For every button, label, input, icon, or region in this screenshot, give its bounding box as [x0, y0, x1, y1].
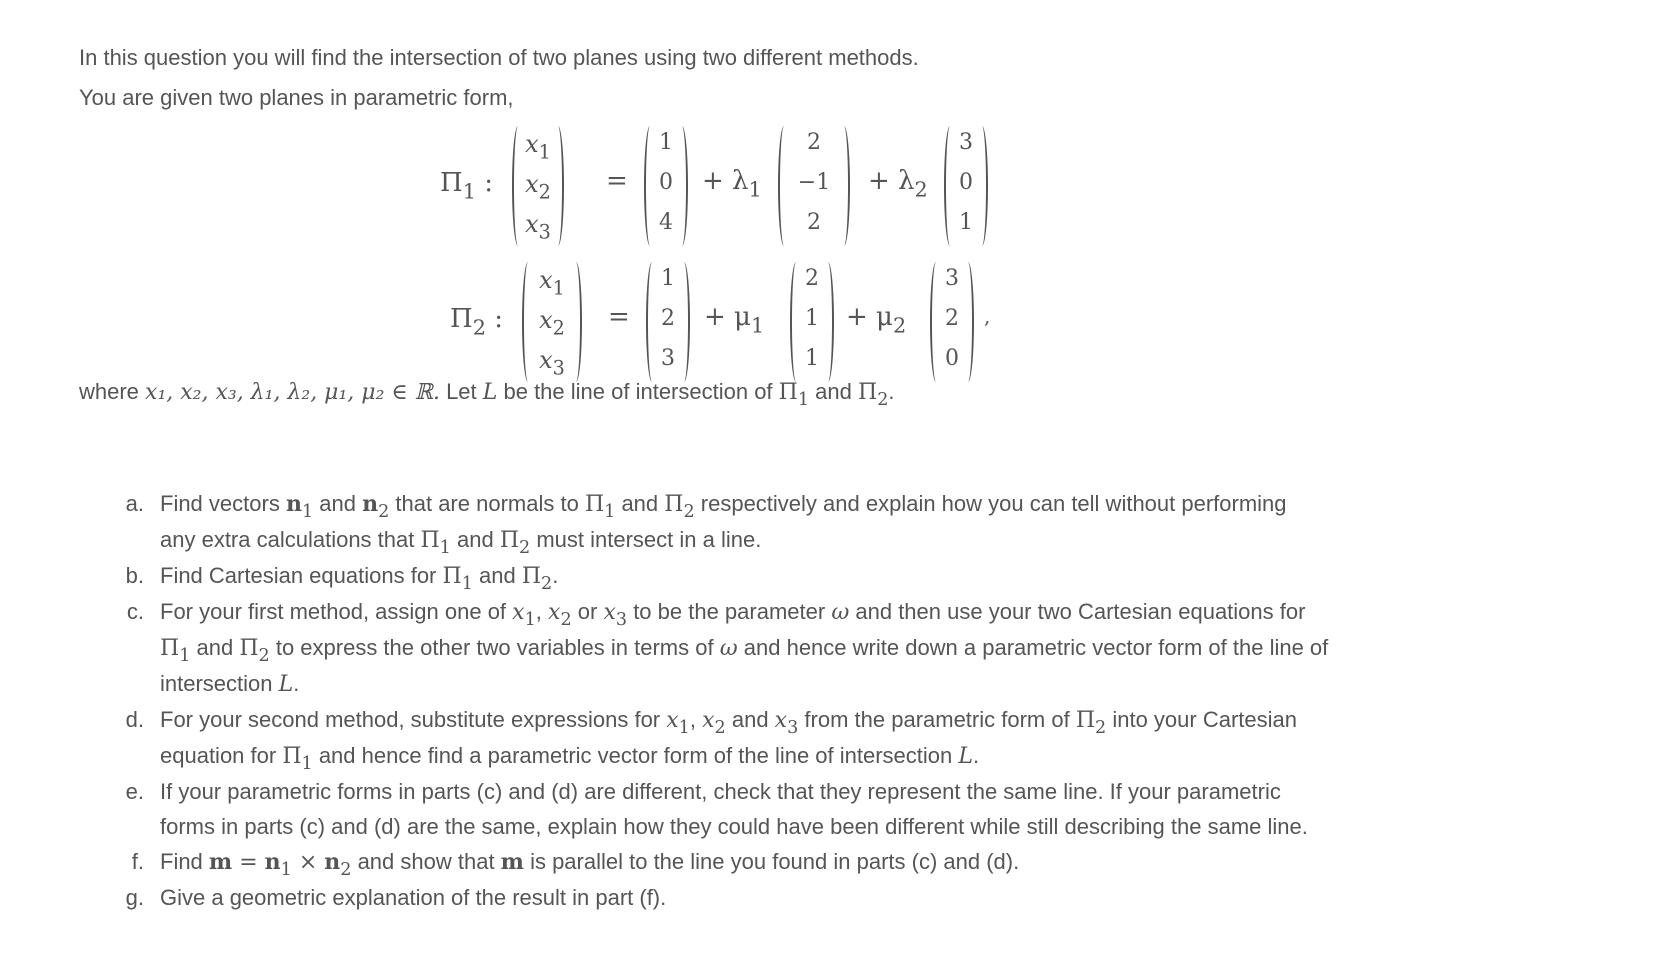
plane-1-point-vector: 1 0 4 — [644, 126, 688, 246]
plane-2-mu-2: + $\mu_2$ — [846, 302, 907, 338]
question-parts — [118, 486, 1328, 915]
plane-1-label: $\Pi_1$ : — [440, 168, 493, 204]
plane-2-point-vector: 1 2 3 — [646, 262, 690, 382]
part-g: g. Give a geometric explanation of the result in part (f). — [125, 885, 667, 910]
plane-1-lambda-2: + $\lambda_2$ — [868, 166, 928, 202]
plane-2-mu-1: + $\mu_1$ — [704, 302, 765, 338]
part-a: a. Find vectors $n_1$ and $n_2$ that are normals to $\Pi_1$ and $\Pi_2$ respectively and explain how you can tell without performing any extra calculations that $\Pi_1$ and $\Pi_2$ must intersect in a line. — [125, 491, 1287, 559]
plane-2-equals: = — [608, 302, 630, 332]
part-e: e. If your parametric forms in parts (c) and (d) are different, check that they represent the same line. If your parametric forms in parts (c) and (d) are the same, explain how they could have been different while still describing the same line. — [125, 779, 1308, 839]
plane-2-direction-1: 2 1 1 — [790, 262, 834, 382]
part-f: f. Find $m = n_1 \times n_2$ and show that m is parallel to the line you found in parts (c) and (d). — [131, 849, 1020, 881]
plane-1-direction-2: 3 0 1 — [944, 126, 988, 246]
part-d: d. For your second method, substitute expressions for $x_1$, $x_2$ and $x_3$ from the parametric form of $\Pi_2$ into your Cartesian equation for $\Pi_1$ and hence find a parametric vector form of the line of intersection L. — [125, 707, 1297, 775]
plane-1-variable-vector: $x_1$ $x_2$ $x_3$ — [512, 126, 564, 246]
variable-list: x₁, x₂, x₃, λ₁, λ₂, μ₁, μ₂ ∈ ℝ. — [145, 380, 440, 405]
plane-2-label: $\Pi_2$ : — [450, 304, 503, 340]
plane-1-equals: = — [606, 166, 628, 196]
plane-2-direction-2: 3 2 0 — [930, 262, 974, 382]
part-c: c. For your first method, assign one of $x_1$, $x_2$ or $x_3$ to be the parameter ω and then use your two Cartesian equations for $\Pi_1$ and $\Pi_2$ to express the other two variables in terms of ω and hence write down a parametric vector form of the line of intersection L. — [126, 599, 1329, 697]
plane-2-trailing-comma: , — [984, 304, 991, 328]
part-b: b. Find Cartesian equations for $\Pi_1$ and $\Pi_2$. — [125, 563, 559, 595]
plane-1-equation — [440, 124, 1060, 250]
intro-line-2: You are given two planes in parametric form, — [79, 85, 514, 110]
plane-1-lambda-1: + $\lambda_1$ — [702, 166, 762, 202]
plane-2-equation — [450, 260, 1070, 386]
intro-line-1: In this question you will find the intersection of two planes using two different methods. — [79, 45, 919, 70]
plane-2-variable-vector: $x_1$ $x_2$ $x_3$ — [522, 262, 582, 382]
where-line: where x₁, x₂, x₃, λ₁, λ₂, μ₁, μ₂ ∈ ℝ. Let L be the line of intersection of $\Pi_1$ and $\Pi_2$. — [79, 379, 895, 411]
plane-1-direction-1: 2 −1 2 — [778, 126, 850, 246]
